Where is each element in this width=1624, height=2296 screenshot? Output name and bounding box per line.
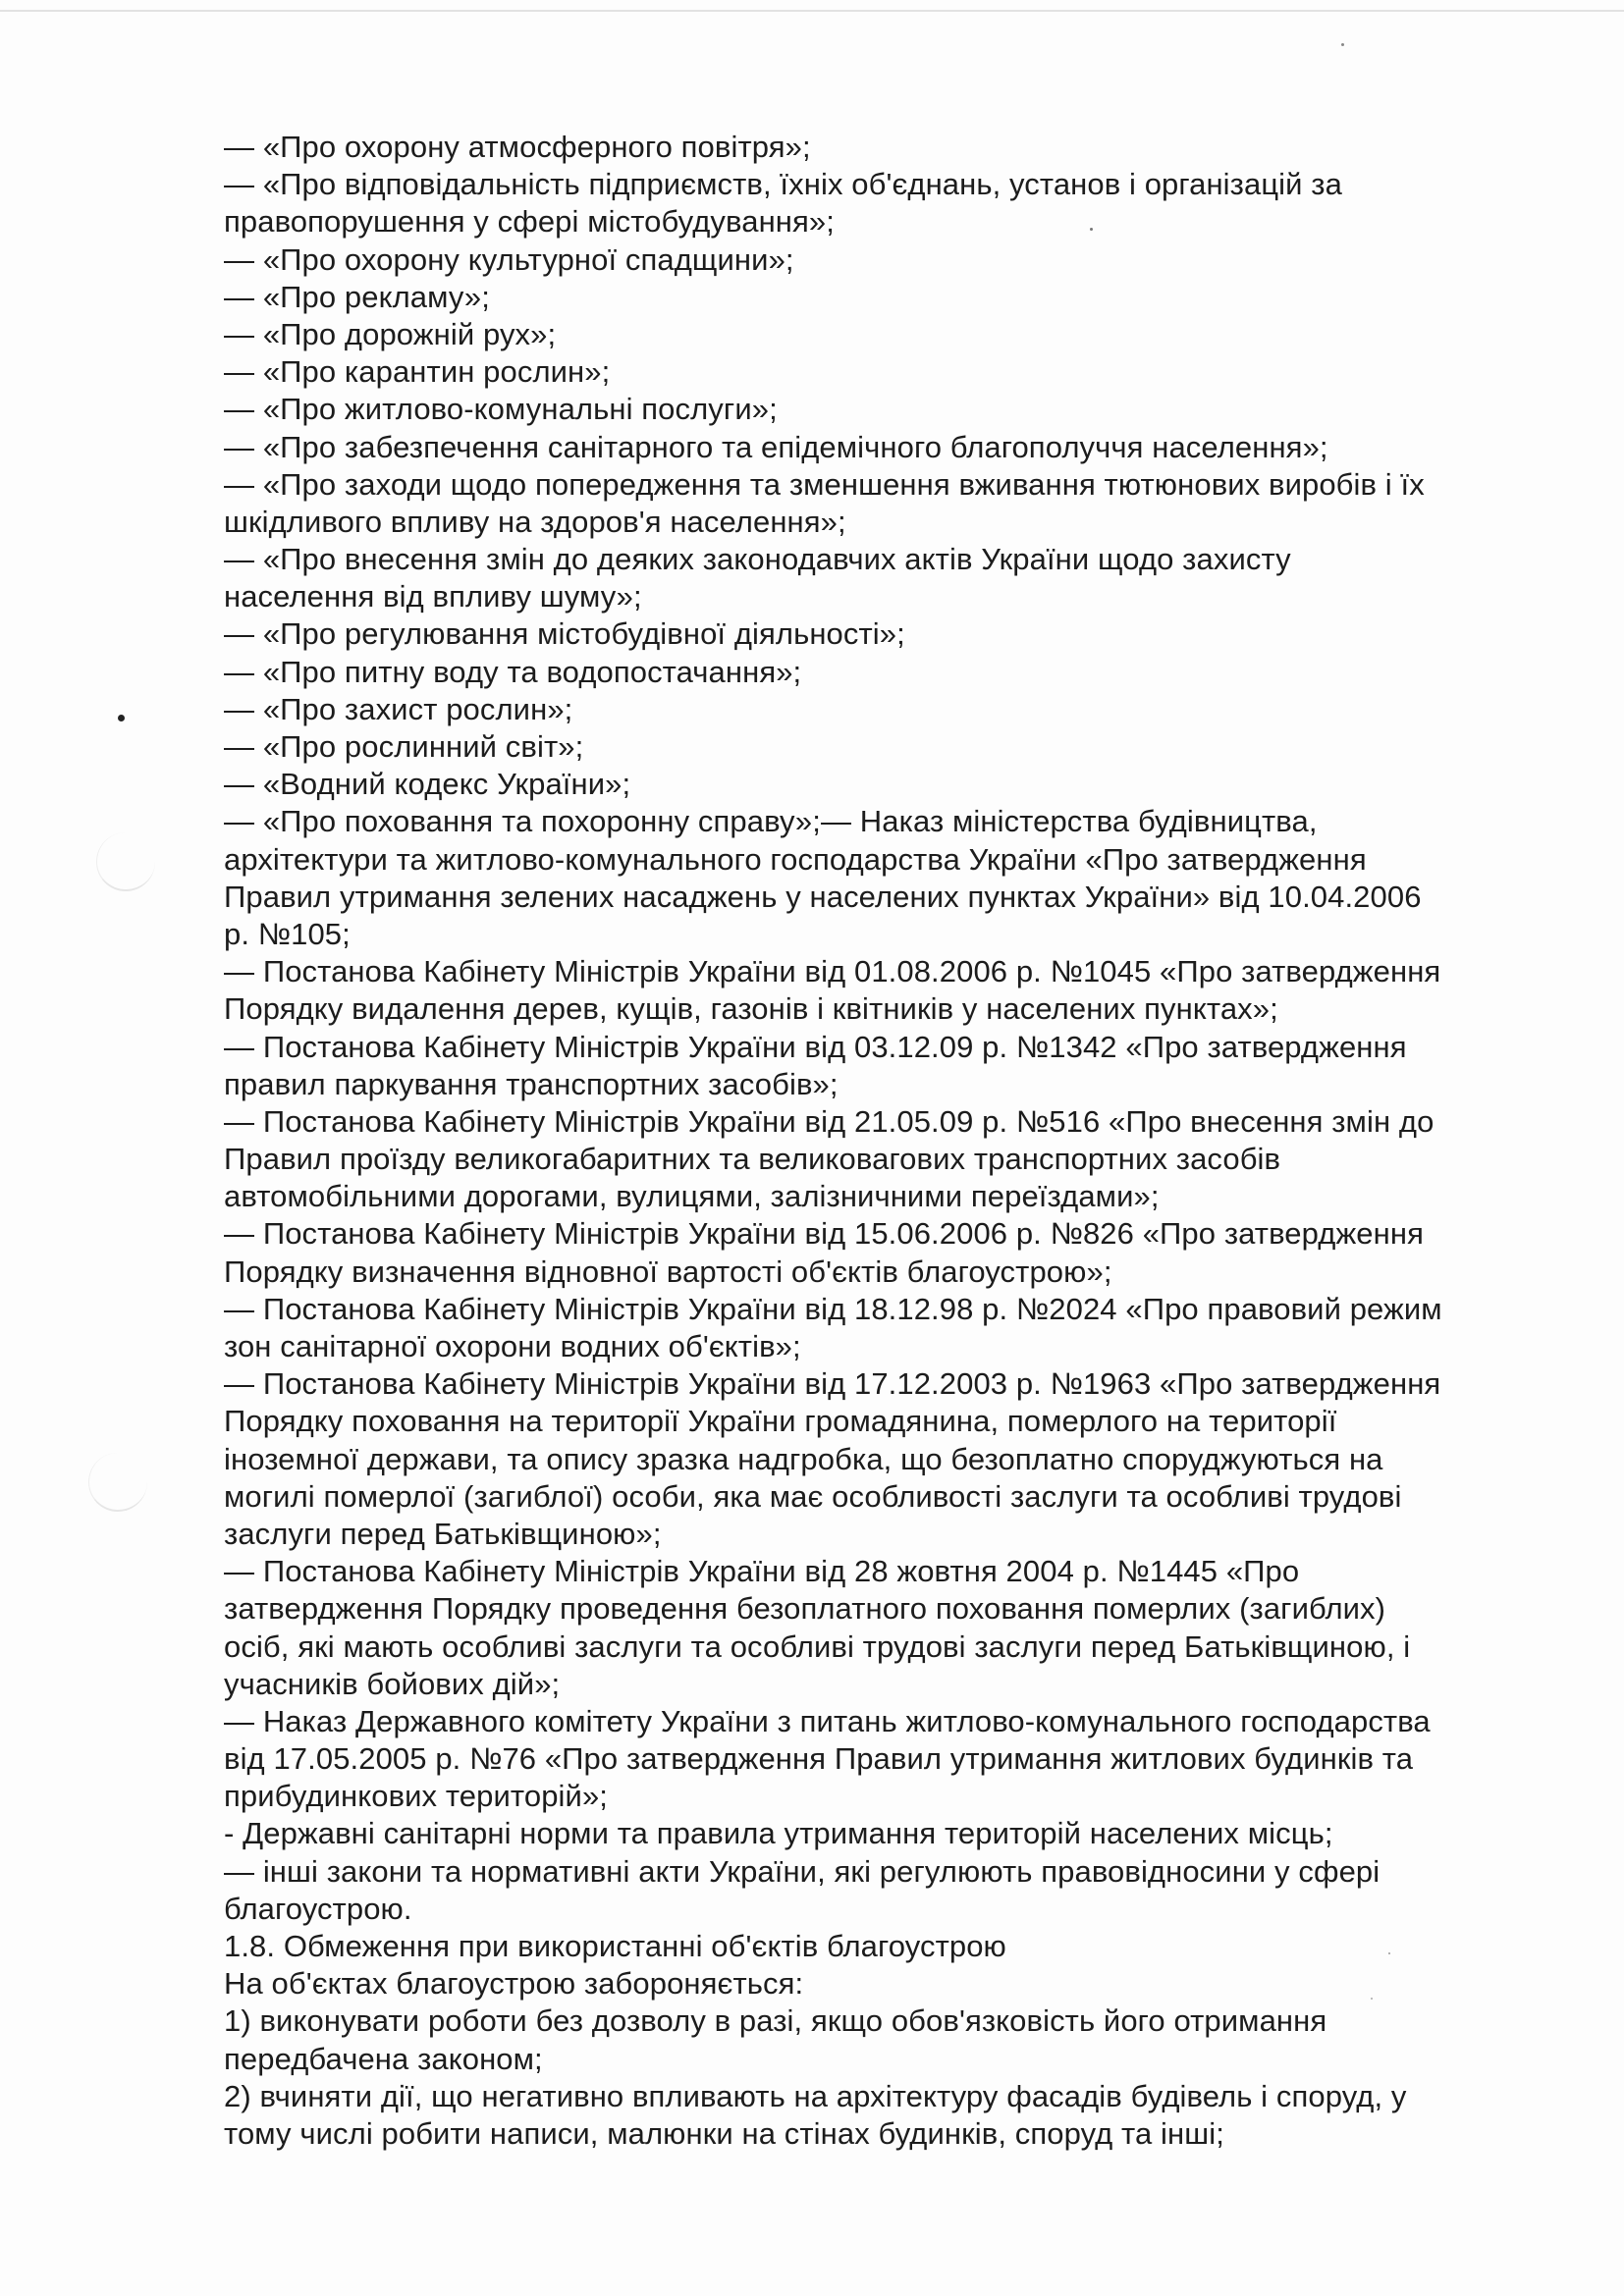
scan-speck (118, 715, 125, 721)
scan-speck (1341, 43, 1344, 46)
document-line: — «Про охорону атмосферного повітря»; (224, 130, 811, 164)
document-line: передбачена законом; (224, 2041, 543, 2076)
document-line: - Державні санітарні норми та правила утримання територій населених місць; (224, 1816, 1333, 1851)
document-line: шкідливого впливу на здоров'я населення»; (224, 504, 846, 539)
document-line: — Постанова Кабінету Міністрів України від 15.06.2006 р. №826 «Про затвердження (224, 1216, 1424, 1252)
document-line: 1) виконувати роботи без дозволу в разі, якщо обов'язковість його отримання (224, 2003, 1327, 2039)
document-line: іноземної держави, та опису зразка надгробка, що безоплатно споруджуються на (224, 1441, 1383, 1476)
document-line: — «Про карантин рослин»; (224, 354, 611, 390)
document-line: — «Про рекламу»; (224, 279, 490, 314)
punch-hole-mark (96, 832, 155, 891)
document-body (224, 129, 1559, 2153)
document-line: 2) вчиняти дії, що негативно впливають на архітектуру фасадів будівель і споруд, у (224, 2078, 1407, 2113)
document-line: осіб, які мають особливі заслуги та особливі трудові заслуги перед Батьківщиною, і (224, 1629, 1411, 1664)
document-line: На об'єктах благоустрою забороняється: (224, 1966, 804, 2002)
document-line: благоустрою. (224, 1891, 412, 1926)
document-line: — Постанова Кабінету Міністрів України від 28 жовтня 2004 р. №1445 «Про (224, 1554, 1300, 1589)
document-line: — «Про відповідальність підприємств, їхніх об'єднань, установ і організацій за (224, 167, 1342, 202)
page-top-edge (0, 10, 1624, 12)
document-line: — «Про дорожній рух»; (224, 316, 557, 351)
document-line: тому числі робити написи, малюнки на стінах будинків, споруд та інші; (224, 2115, 1224, 2151)
document-line: учасників бойових дій»; (224, 1666, 561, 1701)
document-line: могилі померлої (загиблої) особи, яка має особливості заслуги та особливі трудові (224, 1478, 1402, 1514)
document-line: автомобільними дорогами, вулицями, залізничними переїздами»; (224, 1179, 1160, 1214)
document-line: р. №105; (224, 916, 351, 951)
document-line: — «Про житлово-комунальні послуги»; (224, 392, 778, 427)
document-line: — «Водний кодекс України»; (224, 767, 631, 802)
document-line: — Постанова Кабінету Міністрів України від 18.12.98 р. №2024 «Про правовий режим (224, 1291, 1442, 1326)
document-line: — «Про регулювання містобудівної діяльності»; (224, 616, 905, 652)
document-line: — «Про поховання та похоронну справу»;— Наказ міністерства будівництва, (224, 804, 1318, 839)
document-line: — «Про охорону культурної спадщини»; (224, 241, 794, 277)
document-line: Порядку визначення відновної вартості об'єктів благоустрою»; (224, 1254, 1112, 1289)
document-line: 1.8. Обмеження при використанні об'єктів благоустрою (224, 1929, 1006, 1963)
punch-hole-mark (88, 1453, 147, 1512)
document-line: заслуги перед Батьківщиною»; (224, 1516, 662, 1551)
document-line: Порядку видалення дерев, кущів, газонів і квітників у населених пунктах»; (224, 991, 1278, 1027)
document-line: — «Про захист рослин»; (224, 691, 573, 726)
document-line: прибудинкових територій»; (224, 1779, 608, 1814)
document-line: — Наказ Державного комітету України з питань житлово-комунального господарства (224, 1703, 1431, 1738)
document-line: Правил проїзду великогабаритних та великовагових транспортних засобів (224, 1142, 1281, 1177)
document-line: — Постанова Кабінету Міністрів України від 01.08.2006 р. №1045 «Про затвердження (224, 954, 1441, 989)
document-line: — «Про питну воду та водопостачання»; (224, 654, 802, 689)
document-line: — інші закони та нормативні акти України, які регулюють правовідносини у сфері (224, 1853, 1380, 1889)
document-line: населення від впливу шуму»; (224, 579, 642, 614)
document-line: — «Про заходи щодо попередження та зменшення вживання тютюнових виробів і їх (224, 466, 1425, 502)
document-line: затвердження Порядку проведення безоплатного поховання померлих (загиблих) (224, 1591, 1386, 1627)
document-line: — Постанова Кабінету Міністрів України від 03.12.09 р. №1342 «Про затвердження (224, 1029, 1407, 1064)
document-line: архітектури та житлово-комунального господарства України «Про затвердження (224, 841, 1367, 877)
document-line: — «Про забезпечення санітарного та епідемічного благополуччя населення»; (224, 429, 1328, 464)
document-line: правил паркування транспортних засобів»; (224, 1066, 839, 1101)
document-line: — Постанова Кабінету Міністрів України від 17.12.2003 р. №1963 «Про затвердження (224, 1366, 1441, 1402)
document-line: Правил утримання зелених насаджень у населених пунктах України» від 10.04.2006 (224, 879, 1422, 914)
document-line: Порядку поховання на території України громадянина, померлого на території (224, 1404, 1337, 1439)
document-line: — Постанова Кабінету Міністрів України від 21.05.09 р. №516 «Про внесення змін до (224, 1103, 1435, 1139)
document-line: — «Про рослинний світ»; (224, 729, 584, 764)
document-line: від 17.05.2005 р. №76 «Про затвердження Правил утримання житлових будинків та (224, 1741, 1414, 1777)
document-line: правопорушення у сфері містобудування»; (224, 204, 835, 240)
document-line: — «Про внесення змін до деяких законодавчих актів України щодо захисту (224, 542, 1291, 577)
document-line: зон санітарної охорони водних об'єктів»; (224, 1329, 801, 1363)
